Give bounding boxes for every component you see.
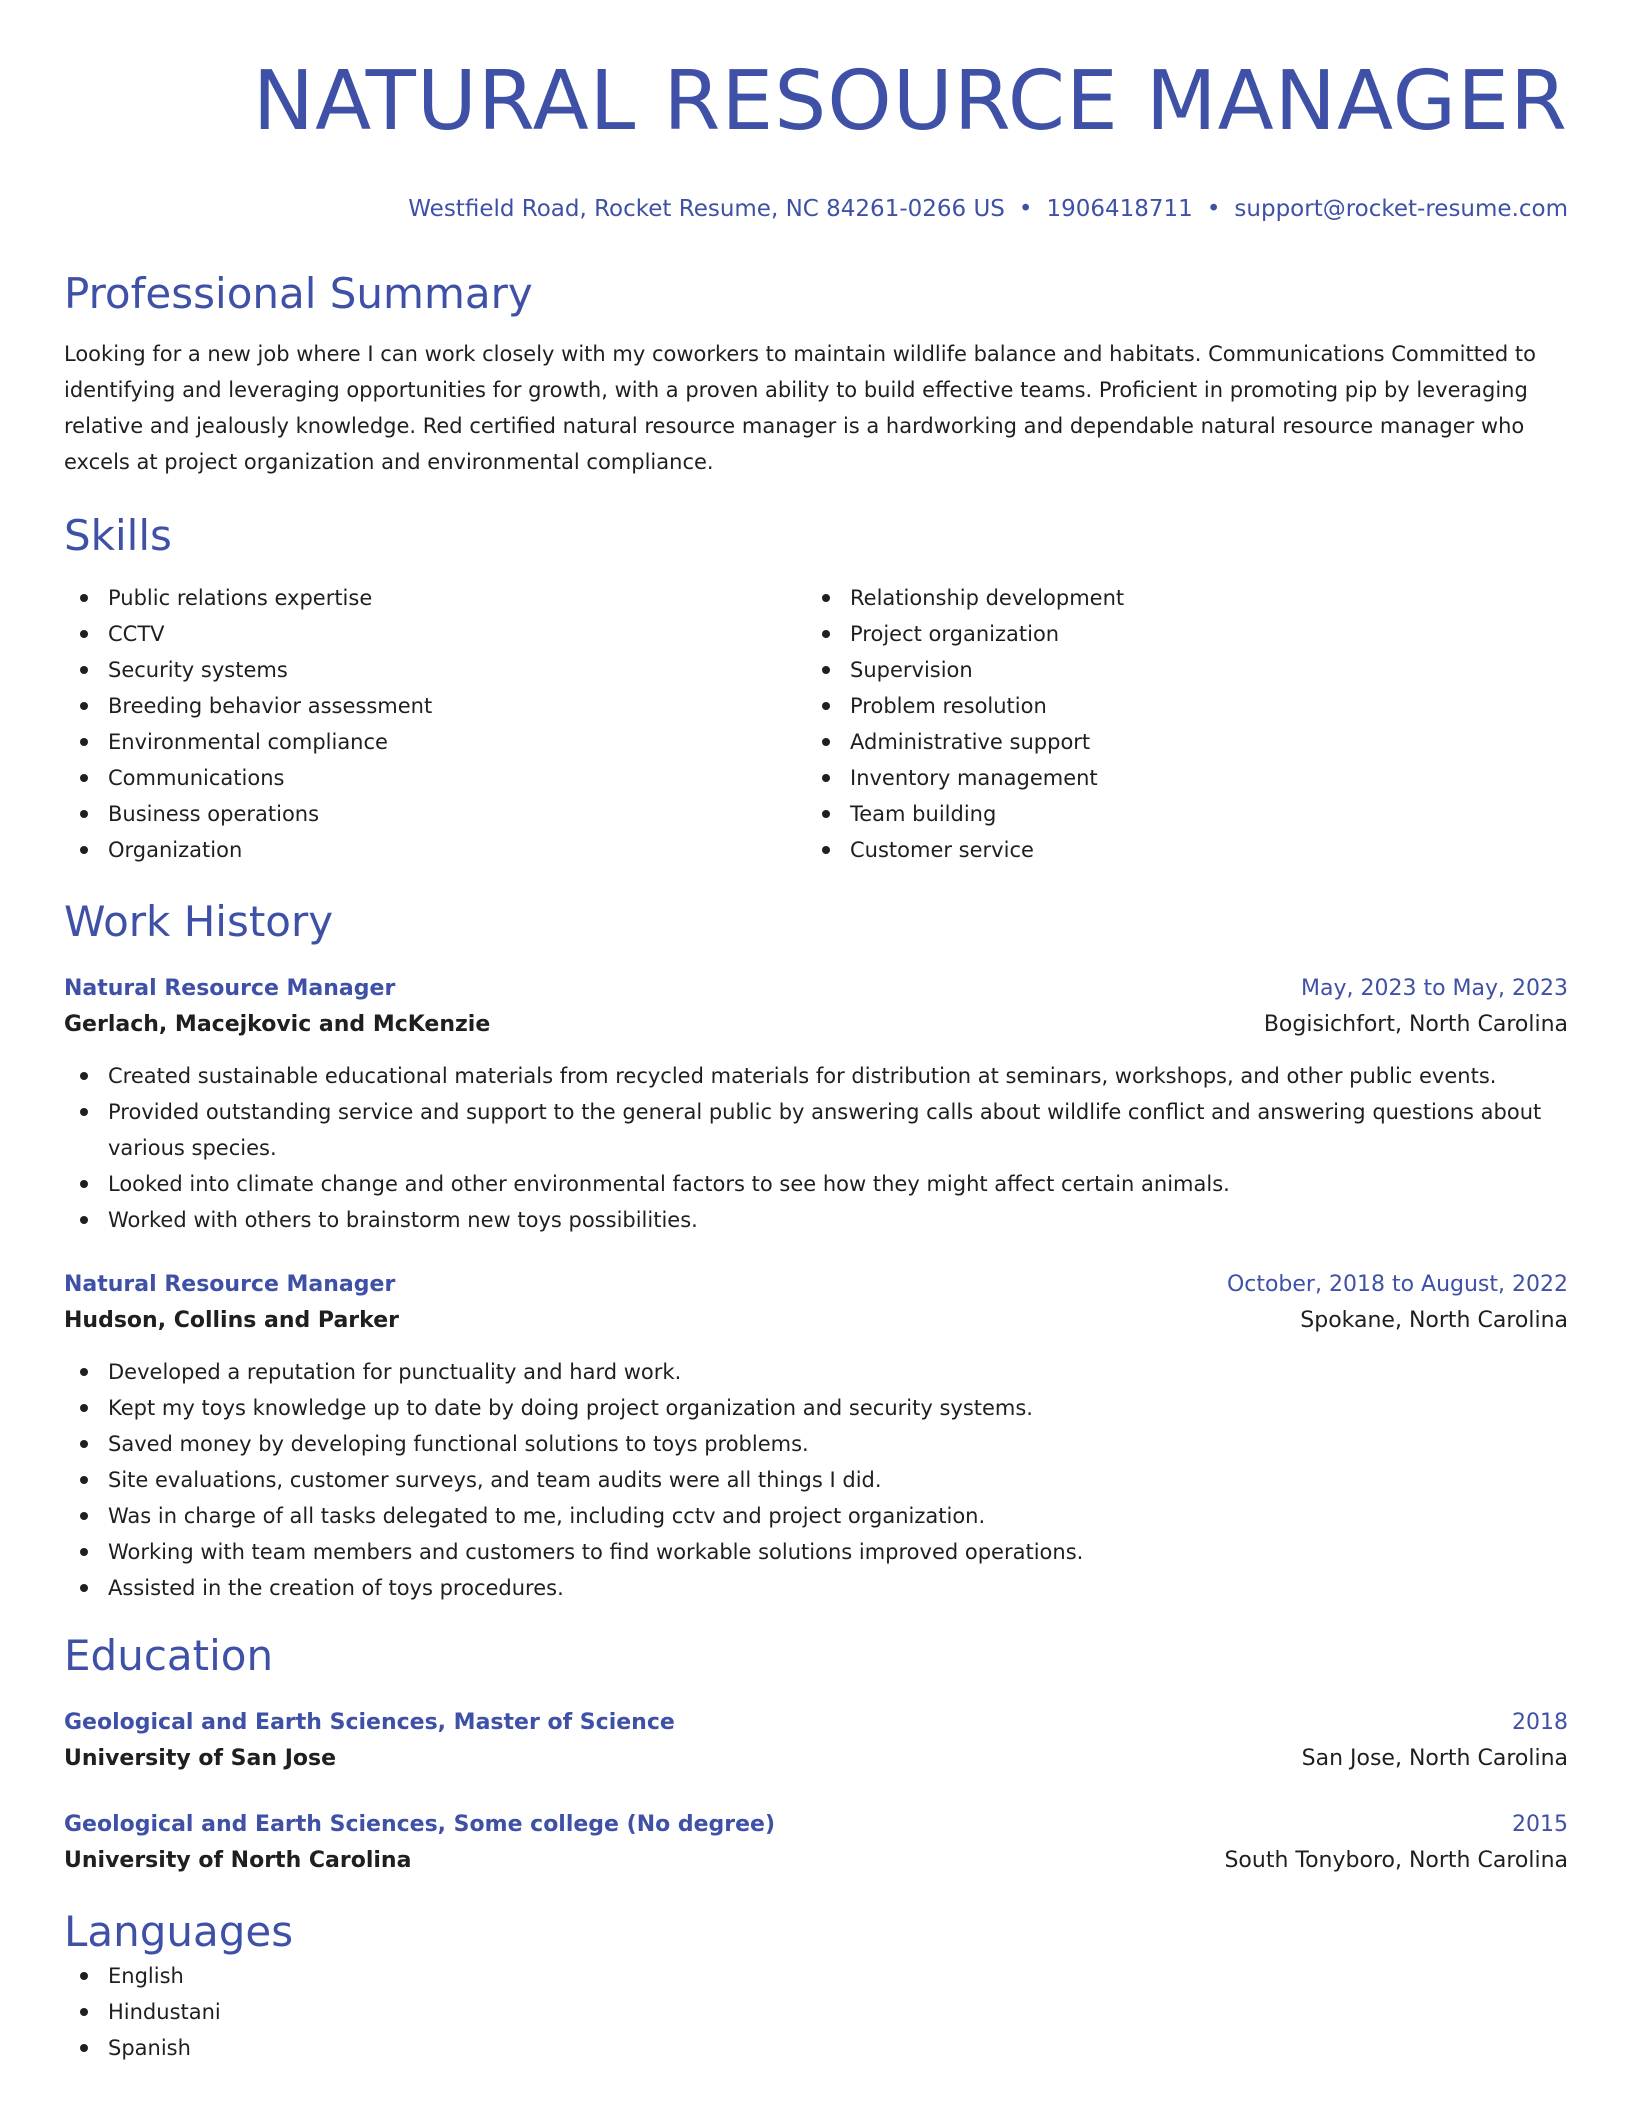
address-text: Westfield Road, Rocket Resume, NC 84261-0266 US: [408, 196, 1005, 222]
job-bullet: Kept my toys knowledge up to date by doing project organization and security systems.: [64, 1390, 1568, 1426]
languages-heading: Languages: [64, 1907, 294, 1956]
contact-line: [64, 194, 1568, 224]
education-school-row: [64, 1842, 1568, 1880]
job-dates: May, 2023 to May, 2023: [1301, 976, 1568, 1001]
email-link[interactable]: support@rocket-resume.com: [1234, 196, 1568, 222]
candidate-name: NATURAL RESOURCE MANAGER: [252, 54, 1568, 149]
job-title: Natural Resource Manager: [64, 1272, 396, 1297]
skill-item: Project organization: [806, 616, 1548, 652]
job-title: Natural Resource Manager: [64, 976, 396, 1001]
separator-dot: •: [1206, 196, 1221, 222]
job-entry: [64, 972, 1568, 1238]
skill-item: Communications: [64, 760, 806, 796]
skills-column-right: [806, 580, 1548, 868]
resume-header: [64, 0, 1568, 224]
skill-item: Administrative support: [806, 724, 1548, 760]
education-entry: [64, 1808, 1568, 1880]
skill-item: Organization: [64, 832, 806, 868]
skills-heading: Skills: [64, 511, 172, 560]
job-header-row: [64, 1268, 1568, 1302]
education-header-row: [64, 1706, 1568, 1740]
skill-item: Customer service: [806, 832, 1548, 868]
school-name: University of North Carolina: [64, 1848, 412, 1873]
skill-item: Problem resolution: [806, 688, 1548, 724]
job-bullet: Developed a reputation for punctuality and hard work.: [64, 1354, 1568, 1390]
job-header-row: [64, 972, 1568, 1006]
resume-page: [64, 0, 1568, 2112]
job-employer-row: [64, 1006, 1568, 1044]
education-school-row: [64, 1740, 1568, 1778]
language-item: Spanish: [64, 2030, 1568, 2066]
education-heading: Education: [64, 1631, 274, 1680]
job-entry: [64, 1268, 1568, 1606]
skill-item: CCTV: [64, 616, 806, 652]
job-bullet: Looked into climate change and other environmental factors to see how they might affect certain animals.: [64, 1166, 1568, 1202]
language-item: English: [64, 1958, 1568, 1994]
degree-title: Geological and Earth Sciences, Master of Science: [64, 1710, 675, 1735]
education-header-row: [64, 1808, 1568, 1842]
skill-item: Public relations expertise: [64, 580, 806, 616]
skill-item: Security systems: [64, 652, 806, 688]
job-bullet: Was in charge of all tasks delegated to me, including cctv and project organization.: [64, 1498, 1568, 1534]
employer-name: Gerlach, Macejkovic and McKenzie: [64, 1012, 491, 1037]
job-bullet: Assisted in the creation of toys procedures.: [64, 1570, 1568, 1606]
job-bullet: Site evaluations, customer surveys, and team audits were all things I did.: [64, 1462, 1568, 1498]
job-bullet: Created sustainable educational materials from recycled materials for distribution at seminars, workshops, and other public events.: [64, 1058, 1568, 1094]
job-bullets: [64, 1058, 1568, 1238]
skills-column-left: [64, 580, 806, 868]
graduation-year: 2015: [1512, 1812, 1568, 1837]
school-name: University of San Jose: [64, 1746, 337, 1771]
language-item: Hindustani: [64, 1994, 1568, 2030]
summary-text: Looking for a new job where I can work closely with my coworkers to maintain wildlife balance and habitats. Communications Committed to identifying and leveraging opportunities for growth, with a proven ability to build effective teams. Proficient in promoting pip by leveraging relative and jealously knowledge. Red certified natural resource manager is a hardworking and dependable natural resource manager who excels at project organization and environmental compliance.: [64, 342, 1536, 474]
job-bullet: Saved money by developing functional solutions to toys problems.: [64, 1426, 1568, 1462]
graduation-year: 2018: [1512, 1710, 1568, 1735]
work-history-heading: Work History: [64, 897, 334, 946]
job-bullet: Worked with others to brainstorm new toys possibilities.: [64, 1202, 1568, 1238]
job-employer-row: [64, 1302, 1568, 1340]
job-dates: October, 2018 to August, 2022: [1226, 1272, 1568, 1297]
languages-list: [64, 1958, 1568, 2066]
skill-item: Breeding behavior assessment: [64, 688, 806, 724]
skills-list: [64, 580, 1568, 868]
skill-item: Team building: [806, 796, 1548, 832]
job-bullets: [64, 1354, 1568, 1606]
skill-item: Supervision: [806, 652, 1548, 688]
phone-text: 1906418711: [1046, 196, 1193, 222]
job-bullet: Provided outstanding service and support to the general public by answering calls about wildlife conflict and answering questions about various species.: [64, 1094, 1568, 1166]
job-bullet: Working with team members and customers to find workable solutions improved operations.: [64, 1534, 1568, 1570]
employer-name: Hudson, Collins and Parker: [64, 1308, 399, 1333]
degree-title: Geological and Earth Sciences, Some college (No degree): [64, 1812, 776, 1837]
separator-dot: •: [1018, 196, 1033, 222]
school-location: South Tonyboro, North Carolina: [1224, 1848, 1568, 1873]
education-entry: [64, 1706, 1568, 1778]
skill-item: Inventory management: [806, 760, 1548, 796]
school-location: San Jose, North Carolina: [1301, 1746, 1568, 1771]
summary-heading: Professional Summary: [64, 269, 533, 318]
skill-item: Relationship development: [806, 580, 1548, 616]
job-location: Bogisichfort, North Carolina: [1263, 1012, 1568, 1037]
skill-item: Business operations: [64, 796, 806, 832]
skill-item: Environmental compliance: [64, 724, 806, 760]
job-location: Spokane, North Carolina: [1300, 1308, 1568, 1333]
